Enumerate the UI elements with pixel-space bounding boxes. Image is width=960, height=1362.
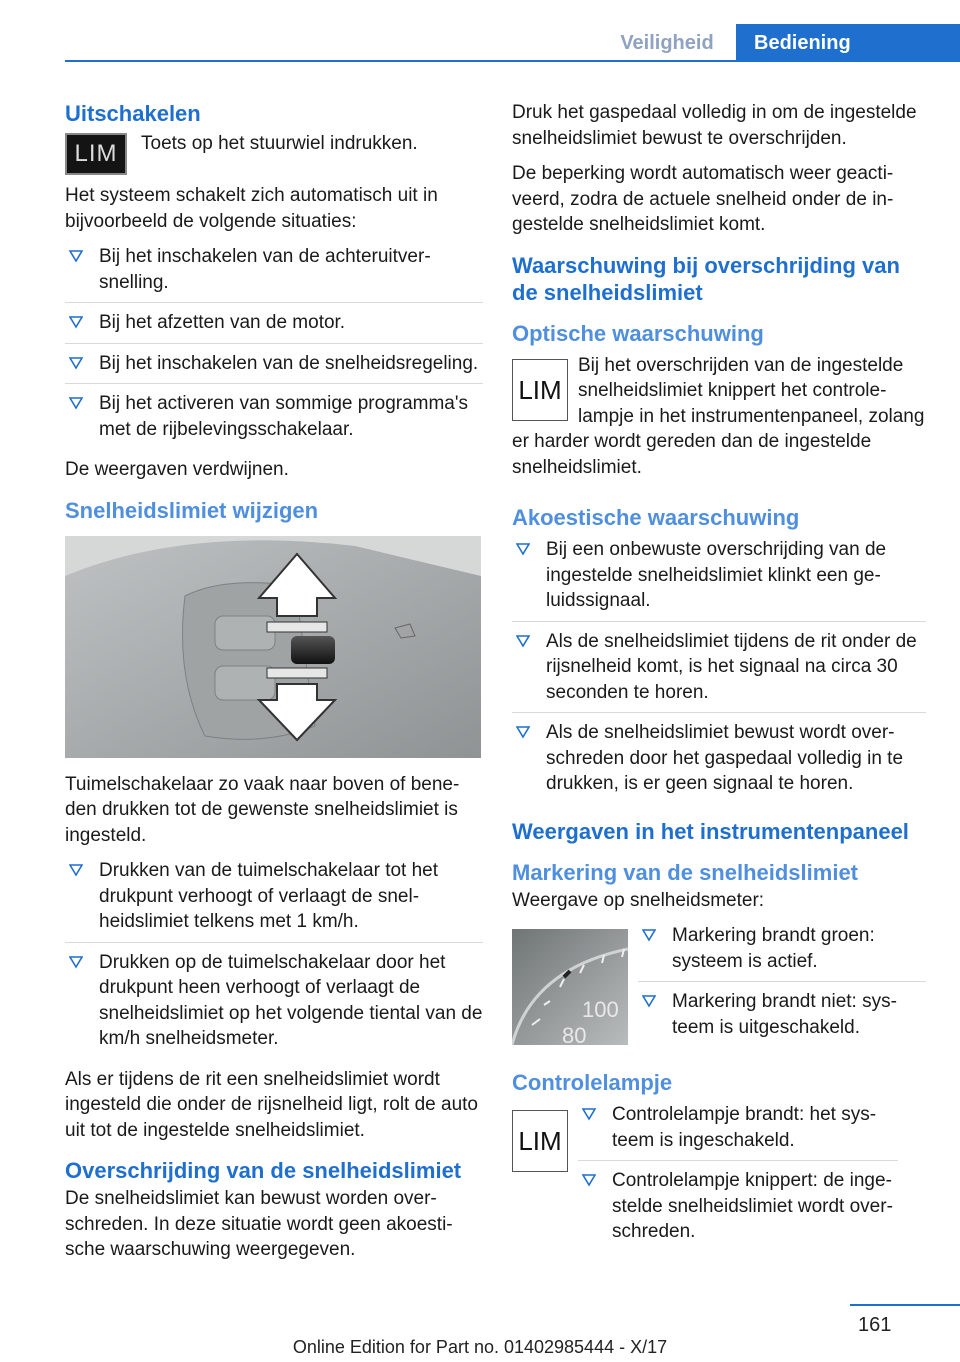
controle-list [578,1102,898,1252]
triangle-bullet-icon [69,356,83,370]
speedo-label-80: 80 [562,1023,587,1045]
auto-off-intro: Het systeem schakelt zich automatisch uit in bijvoorbeeld de volgende situaties: [65,185,438,232]
heading-controlelampje: Controlelampje [512,1070,673,1095]
list-item: Drukken op de tuimelschakelaar door het drukpunt heen verhoogt of verlaagt de snelheidslimiet op het volgende tiental van de km/h snelheidsmeter. [65,950,483,1059]
triangle-bullet-icon [69,315,83,329]
lim-controlelampje-icon: LIM [512,1110,568,1172]
speedo-label-100: 100 [582,997,619,1022]
list-item: Als de snelheidslimiet tijdens de rit onder de rijsnelheid komt, is het signaal na circa 30 seconden te horen. [512,629,926,714]
heading-wijzigen: Snelheidslimiet wijzigen [65,497,319,523]
heading-optisch: Optische waarschuwing [512,320,764,346]
footer-edition: Online Edition for Part no. 01402985444 - X/17 [292,1337,668,1357]
heading-weergaven: Weergaven in het instrumentenpaneel [512,818,909,844]
page-number: 161 [858,1314,892,1336]
overschrijding-text: De snelheidslimiet kan bewust worden overschreden. In deze situatie wordt geen akoestische waarschuwing weergegeven. [65,1188,453,1260]
list-item: Bij een onbewuste overschrijding van de ingestelde snelheidslimiet klinkt een geluidssignaal. [512,537,926,622]
heading-waarschuwing: Waarschuwing bij overschrijding van de snelheidslimiet [512,252,900,305]
tab-veiligheid[interactable]: Veiligheid [620,32,714,54]
triangle-bullet-icon [516,634,530,648]
right-column [512,100,926,1260]
tab-bediening[interactable]: Bediening [736,24,960,62]
triangle-bullet-icon [69,396,83,410]
list-item: Markering brandt niet: systeem is uitgeschakeld. [638,989,926,1047]
lim-indicator-icon: LIM [512,359,568,421]
markering-list [638,923,926,1047]
wijzigen-text: Tuimelschakelaar zo vaak naar boven of beneden drukken tot de gewenste snelheidslimiet is ingesteld. [65,773,460,846]
auto-off-outro: De weergaven verdwijnen. [65,459,289,480]
list-item: Als de snelheidslimiet bewust wordt overschreden door het gaspedaal volledig in te drukken, is er geen signaal te horen. [512,720,926,804]
uitschakelen-text: Toets op het stuurwiel indrukken. [141,133,418,154]
heading-uitschakelen: Uitschakelen [65,101,201,126]
triangle-bullet-icon [642,928,656,942]
triangle-bullet-icon [69,863,83,877]
list-item: Bij het afzetten van de motor. [65,310,483,344]
optisch-block [512,353,926,491]
beperking-text: De beperking wordt automatisch weer geactiveerd, zodra de actuele snelheid onder de ingestelde snelheidslimiet komt. [512,163,894,235]
triangle-bullet-icon [69,955,83,969]
steering-wheel-rocker-image [65,536,481,758]
triangle-bullet-icon [69,249,83,263]
triangle-bullet-icon [516,725,530,739]
wijzigen-outro: Als er tijdens de rit een snelheidslimiet wordt ingesteld die onder de rijsnelheid ligt, rolt de auto uit tot de ingestelde snelheidslimiet. [65,1068,478,1141]
triangle-bullet-icon [582,1173,596,1187]
gaspedaal-text: Druk het gaspedaal volledig in om de ingestelde snelheidslimiet bewust te overschrijden. [512,102,917,149]
list-item: Bij het inschakelen van de snelheidsregeling. [65,351,483,385]
lim-button-icon: LIM [65,133,127,175]
triangle-bullet-icon [516,542,530,556]
markering-intro: Weergave op snelheidsmeter: [512,889,765,911]
heading-overschrijding: Overschrijding van de snelheidslimiet [65,1158,462,1183]
triangle-bullet-icon [642,994,656,1008]
list-item: Bij het activeren van sommige programma's met de rijbelevingsschakelaar. [65,391,483,449]
list-item: Drukken van de tuimelschakelaar tot het drukpunt verhoogt of verlaagt de snelheidslimiet telkens met 1 km/h. [65,858,483,943]
wijzigen-list [65,858,483,1059]
akoestisch-list [512,537,926,804]
heading-akoestisch: Akoestische waarschuwing [512,505,800,530]
speedometer-image [512,929,628,1045]
auto-off-list [65,244,483,449]
list-item: Bij het inschakelen van de achteruitversnelling. [65,244,483,303]
left-column [65,100,483,1273]
list-item: Controlelampje brandt: het systeem is ingeschakeld. [578,1102,898,1161]
heading-markering: Markering van de snelheidslimiet [512,859,859,885]
list-item: Controlelampje knippert: de ingestelde snelheidslimiet wordt overschreden. [578,1168,898,1252]
list-item: Markering brandt groen: systeem is actief. [638,923,926,982]
triangle-bullet-icon [582,1107,596,1121]
optisch-text: Bij het overschrijden van de ingestelde snelheidslimiet knippert het controlelampje in het instrumentenpaneel, zolang er harder wordt gereden dan de ingestelde snelheidslimiet. [512,354,925,478]
footer-rule [850,1304,960,1306]
